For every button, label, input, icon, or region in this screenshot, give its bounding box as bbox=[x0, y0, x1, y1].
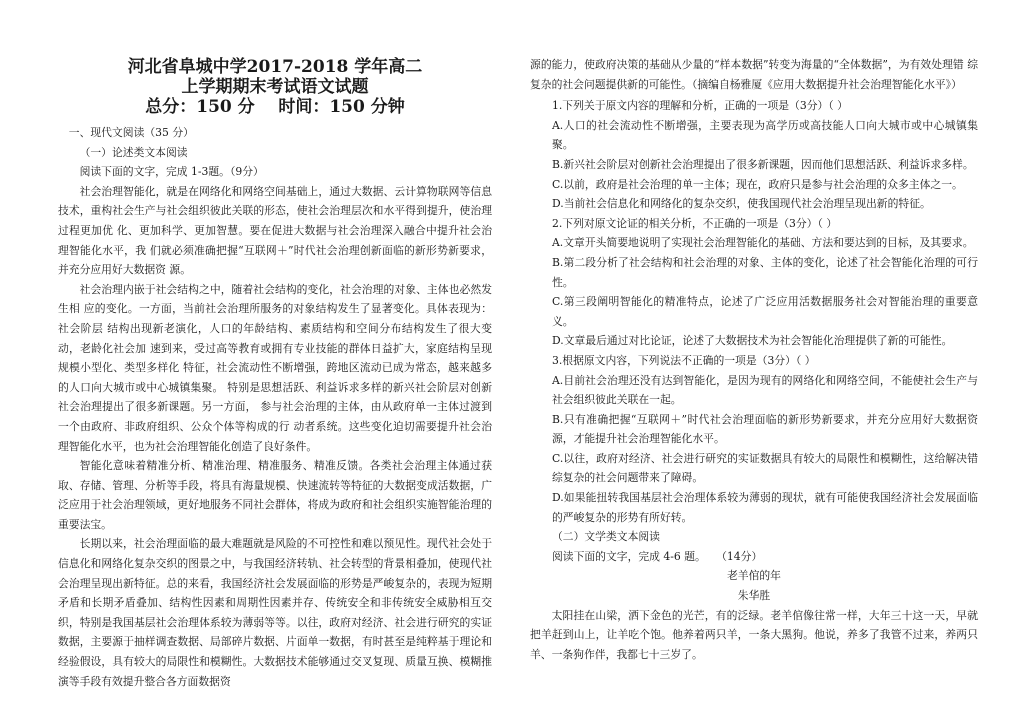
subsection-heading-literary: （二）文学类文本阅读 bbox=[552, 530, 660, 544]
question-2-option-a: A.文章开头简要地说明了实现社会治理智能化的基础、方法和要达到的目标，及其要求。 bbox=[552, 236, 974, 250]
question-3-option-a: A.目前社会治理还没有达到智能化，是因为现有的网络化和网络空间，不能使社会生产与社会组织彼此关联在一起。 bbox=[552, 373, 978, 407]
question-1: 1.下列关于原文内容的理解和分析，正确的一项是（3分）（ ） bbox=[552, 99, 848, 113]
passage-paragraph-1: 社会治理智能化，就是在网络化和网络空间基础上，通过大数据、云计算物联网等信息技术，重构社会生产与社会组织彼此关联的形态，使社会治理层次和水平得到提升，使治理过程更加优 化、更加科学、更加智慧。要在促进大数据与社会治理深入融合中提升社会治理智能化水平，我 们就必须准确把握“互联网＋”时代社会治理创新面临的新形势新要求，并充分应用好大数据资 源。 bbox=[58, 184, 492, 277]
right-column bbox=[530, 55, 978, 664]
story-paragraph-1: 太阳挂在山梁，洒下金色的光芒，有的泛绿。老羊倌像往常一样，大年三十这一天，早就把羊赶到山上，让羊吃个饱。他养着两只羊，一条大黑狗。他说，养多了我管不过来，养两只羊、一条狗作伴，我都七十三岁了。 bbox=[530, 608, 978, 661]
question-3-option-d: D.如果能扭转我国基层社会治理体系较为薄弱的现状，就有可能使我国经济社会发展面临的严峻复杂的形势有所好转。 bbox=[552, 491, 978, 524]
passage-paragraph-3: 智能化意味着精准分析、精准治理、精准服务、精准反馈。各类社会治理主体通过获取、存储、管理、分析等手段，将具有海量规模、快速流转等特征的大数据变成活数据，广泛应用于社会治理领域，更好地服务不同社会群体，将成为政府和社会组织实施智能治理的重要法宝。 bbox=[58, 459, 492, 531]
question-3-option-c: C.以往，政府对经济、社会进行研究的实证数据具有较大的局限性和模糊性，这给解决错综复杂的社会问题带来了障碍。 bbox=[552, 451, 978, 485]
story-author: 朱华胜 bbox=[737, 589, 771, 603]
exam-title-line2: 上学期期末考试语文试题 bbox=[181, 77, 369, 97]
question-2: 2.下列对原文论证的相关分析，不正确的一项是（3分）（ ） bbox=[552, 216, 838, 230]
question-2-option-d: D.文章最后通过对比论证，论述了大数据技术为社会智能化治理提供了新的可能性。 bbox=[552, 334, 953, 348]
question-1-option-c: C.以前，政府是社会治理的单一主体；现在，政府只是参与社会治理的众多主体之一。 bbox=[552, 177, 963, 191]
question-1-option-d: D.当前社会信息化和网络化的复杂交织，使我国现代社会治理呈现出新的特征。 bbox=[552, 197, 931, 211]
exam-score-time: 总分：150 分 时间：150 分钟 bbox=[145, 97, 405, 117]
section-heading-reading: 一、现代文阅读（35 分） bbox=[68, 126, 194, 139]
passage-paragraph-2: 社会治理内嵌于社会结构之中，随着社会结构的变化，社会治理的对象、主体也必然发生相 应的变化。一方面，当前社会治理所服务的对象结构发生了显著变化。具体表现为：社会阶层 结构出现新老演化，人口的年龄结构、素质结构和空间分布结构发生了很大变动，老龄化社会加 速到来，受过高等教育或拥有专业技能的群体日益扩大，家庭结构呈现规模小型化、类型多样化 特征，社会流动性不断增强，跨地区流动已成为常态，越来越多的人口向大城市或中心城镇集聚。 特别是思想活跃、利益诉求多样的新兴社会阶层对创新社会治理提出了很多新课题。另一方面， 参与社会治理的主体，由从政府单一主体过渡到一个由政府、非政府组织、公众个体等构成的行 动者系统。这些变化迫切需要提升社会治理智能化水平，也为社会治理智能化创造了良好条件。 bbox=[58, 282, 492, 453]
question-2-option-c: C.第三段阐明智能化的精准特点，论述了广泛应用活数据服务社会对智能治理的重要意义。 bbox=[552, 295, 978, 328]
passage-paragraph-4: 长期以来，社会治理面临的最大难题就是风险的不可控性和难以预见性。现代社会处于信息化和网络化复杂交织的图景之中，与我国经济转轨、社会转型的背景相叠加，使现代社会治理呈现出新特征。总的来看，我国经济社会发展面临的形势是严峻复杂的，表现为短期矛盾和长期矛盾叠加、结构性因素和周期性因素并存、传统安全和非传统安全威胁相互交织，特别是我国基层社会治理体系较为薄弱等等。以往，政府对经济、社会进行研究的实证数据，主要源于抽样调查数据、局部碎片数据、片面单一数据，有时甚至是纯粹基于理论和经验假设，具有较大的局限性和模糊性。大数据技术能够通过交叉复现、质量互换、模糊推演等手段有效提升整合各方面数据资 bbox=[58, 537, 492, 688]
left-column bbox=[58, 0, 492, 691]
story-title: 老羊倌的年 bbox=[727, 569, 781, 583]
exam-title-line1: 河北省阜城中学2017-2018 学年高二 bbox=[127, 57, 423, 77]
instruction-q1-3: 阅读下面的文字，完成 1-3题。（9分） bbox=[79, 165, 264, 179]
question-1-option-a: A.人口的社会流动性不断增强，主要表现为高学历或高技能人口向大城市或中心城镇集聚。 bbox=[552, 118, 978, 152]
passage-paragraph-continued: 源的能力，使政府决策的基础从少量的“样本数据”转变为海量的“全体数据”，为有效处理错 综复杂的社会问题提供新的可能性。（摘编自杨雅厦《应用大数据提升社会治理智能化水平》） bbox=[530, 58, 978, 91]
subsection-heading-argumentative: （一）论述类文本阅读 bbox=[79, 145, 188, 159]
question-1-option-b: B.新兴社会阶层对创新社会治理提出了很多新课题，因而他们思想活跃、利益诉求多样。 bbox=[552, 157, 974, 171]
instruction-q4-6: 阅读下面的文字，完成 4-6 题。 （14分） bbox=[552, 549, 763, 563]
question-2-option-b: B.第二段分析了社会结构和社会治理的对象、主体的变化，论述了社会智能化治理的可行性。 bbox=[552, 255, 978, 289]
question-3: 3.根据原文内容，下列说法不正确的一项是（3分）（ ） bbox=[552, 353, 816, 367]
question-3-option-b: B.只有准确把握“互联网＋”时代社会治理面临的新形势新要求，并充分应用好大数据资源，才能提升社会治理智能化水平。 bbox=[552, 412, 978, 446]
